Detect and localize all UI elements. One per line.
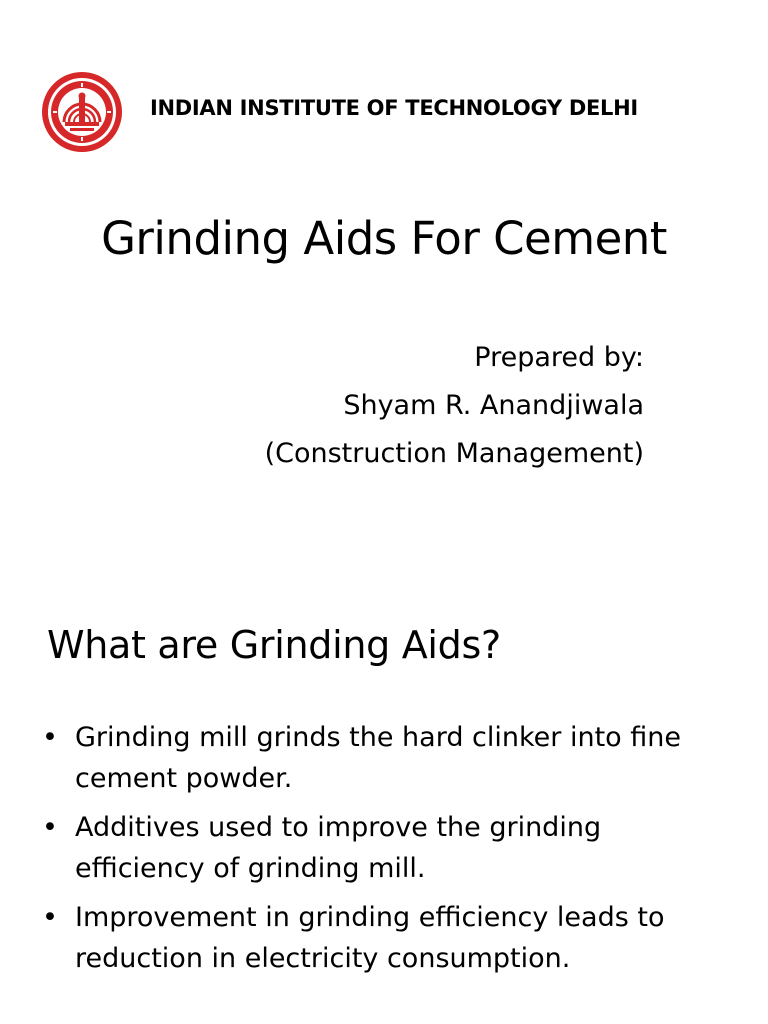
iit-delhi-logo-icon	[40, 70, 124, 154]
presentation-title: Grinding Aids For Cement	[101, 212, 667, 265]
bullet-text: Additives used to improve the grinding efficiency of grinding mill.	[75, 812, 602, 884]
slide-heading: What are Grinding Aids?	[47, 623, 501, 667]
author-department: (Construction Management)	[264, 438, 644, 469]
author-block	[265, 334, 644, 478]
prepared-by-label: Prepared by:	[474, 342, 644, 373]
bullet-icon: •	[42, 812, 58, 843]
bullet-icon: •	[42, 902, 58, 933]
list-item	[40, 897, 730, 979]
bullet-list	[40, 717, 730, 987]
bullet-text: Improvement in grinding efficiency leads to reduction in electricity consumption.	[75, 902, 665, 974]
bullet-text: Grinding mill grinds the hard clinker into fine cement powder.	[75, 722, 681, 794]
institute-name: INDIAN INSTITUTE OF TECHNOLOGY DELHI	[150, 96, 638, 120]
content-slide	[0, 575, 768, 1024]
bullet-icon: •	[42, 722, 58, 753]
author-name: Shyam R. Anandjiwala	[343, 390, 644, 421]
list-item	[40, 717, 730, 799]
list-item	[40, 807, 730, 889]
